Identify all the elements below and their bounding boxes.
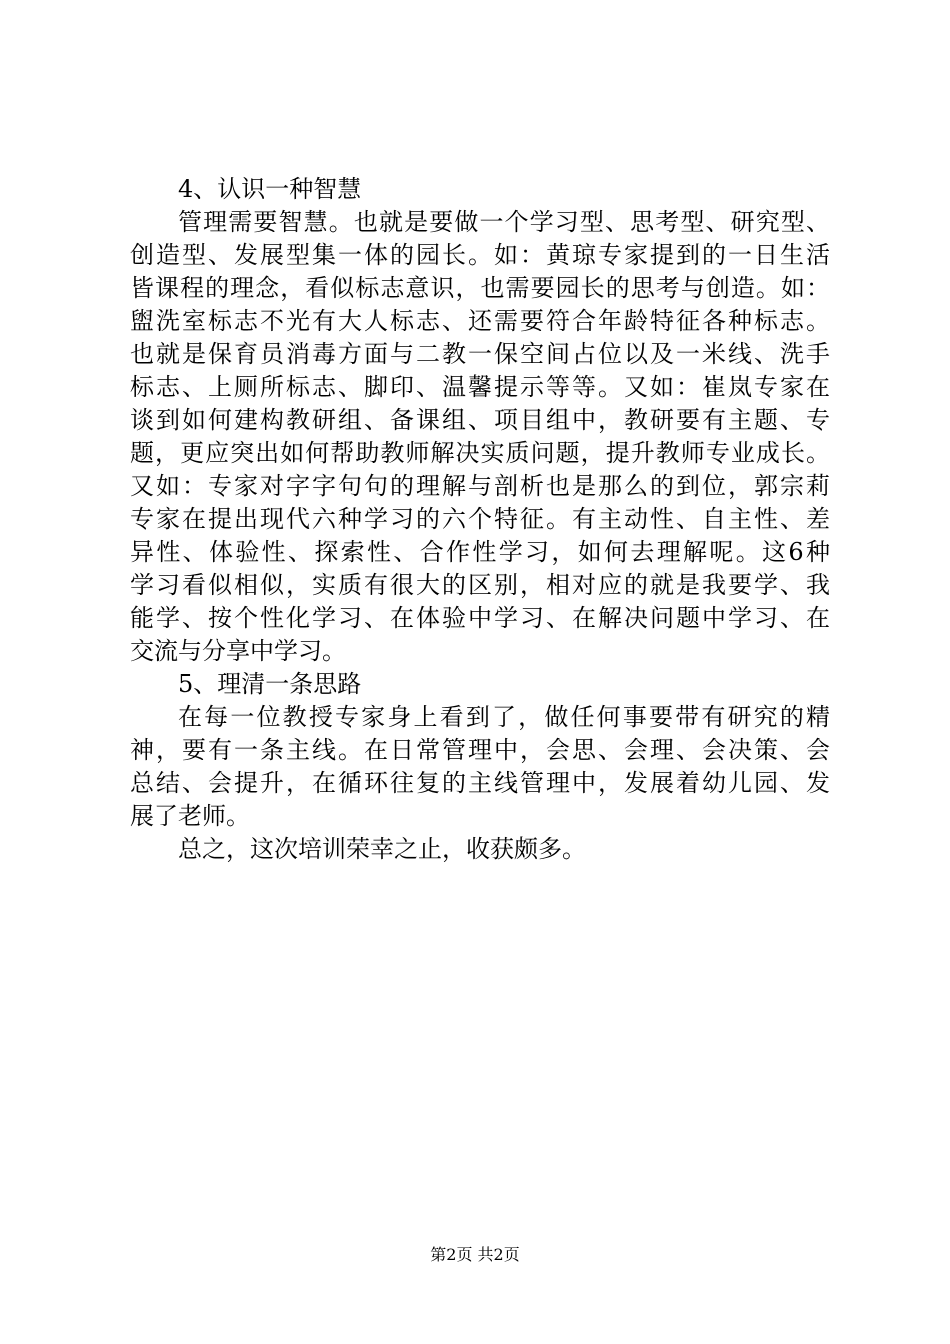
paragraph-line: 总结、会提升，在循环往复的主线管理中，发展着幼儿园、发 [130,769,830,797]
paragraph-line: 也就是保育员消毒方面与二教一保空间占位以及一米线、洗手 [130,340,830,368]
conclusion-line: 总之，这次培训荣幸之止，收获颇多。 [178,835,586,863]
paragraph-line: 学习看似相似，实质有很大的区别，相对应的就是我要学、我 [130,571,830,599]
paragraph-line: 标志、上厕所标志、脚印、温馨提示等等。又如：崔岚专家在 [130,373,830,401]
page-number-footer: 第2页 共2页 [430,1245,520,1264]
paragraph-line: 能学、按个性化学习、在体验中学习、在解决问题中学习、在 [130,604,830,632]
paragraph-line: 皆课程的理念，看似标志意识，也需要园长的思考与创造。如： [130,274,830,302]
paragraph-line: 管理需要智慧。也就是要做一个学习型、思考型、研究型、 [178,208,830,236]
paragraph-line: 神，要有一条主线。在日常管理中，会思、会理、会决策、会 [130,736,830,764]
paragraph-line: 创造型、发展型集一体的园长。如：黄琼专家提到的一日生活 [130,241,830,269]
paragraph-line: 谈到如何建构教研组、备课组、项目组中，教研要有主题、专 [130,406,830,434]
paragraph-line: 展了老师。 [130,802,250,830]
paragraph-line: 异性、体验性、探索性、合作性学习，如何去理解呢。这6种 [130,538,830,566]
section-heading-5: 5、理清一条思路 [178,670,362,698]
section-heading-4: 4、认识一种智慧 [178,175,362,203]
paragraph-line: 交流与分享中学习。 [130,637,346,665]
paragraph-line: 在每一位教授专家身上看到了，做任何事要带有研究的精 [178,703,830,731]
paragraph-line: 又如：专家对字字句句的理解与剖析也是那么的到位，郭宗莉 [130,472,830,500]
paragraph-line: 专家在提出现代六种学习的六个特征。有主动性、自主性、差 [130,505,830,533]
paragraph-line: 盥洗室标志不光有大人标志、还需要符合年龄特征各种标志。 [130,307,830,335]
paragraph-line: 题，更应突出如何帮助教师解决实质问题，提升教师专业成长。 [130,439,830,467]
